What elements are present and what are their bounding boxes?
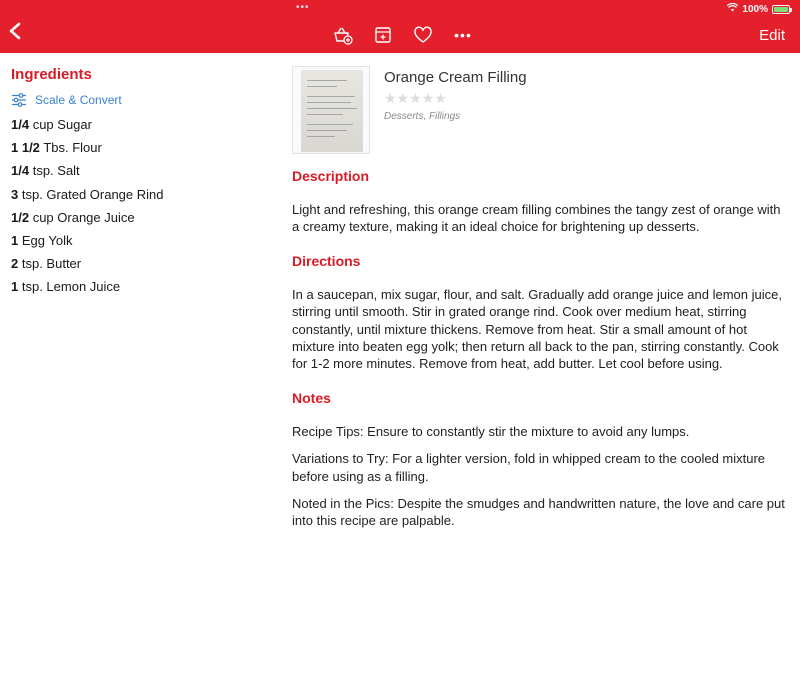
recipe-toolbar — [332, 24, 474, 46]
ingredient-item[interactable]: 2 tsp. Butter — [11, 256, 82, 272]
directions-text: In a saucepan, mix sugar, flour, and salt. Gradually add orange juice and lemon juice, stirring until smooth. Stir in grated orange rind. Cook over medium heat, stirring constantly, until mixture thickens. Remove from heat. Stir a small amount of hot mixture into beaten egg yolk; then return all back to the pan, stirring constantly. Cook for 1-2 more minutes. Remove from heat, add butter. Let cool before using. — [292, 286, 782, 372]
recipe-categories: Desserts, Fillings — [384, 111, 461, 122]
notes-heading: Notes — [292, 389, 331, 406]
battery-percentage: 100% — [742, 3, 768, 15]
favorite-button[interactable] — [412, 24, 434, 46]
more-options-button[interactable]: ••• — [454, 27, 472, 43]
recipe-photo-thumbnail[interactable] — [292, 66, 370, 154]
scale-convert-button[interactable] — [11, 93, 271, 107]
ingredients-panel — [11, 66, 271, 303]
chevron-left-icon — [8, 22, 22, 40]
directions-heading: Directions — [292, 252, 361, 269]
note-item: Recipe Tips: Ensure to constantly stir the mixture to avoid any lumps. — [292, 423, 690, 439]
ingredient-item[interactable]: 1/4 cup Sugar — [11, 117, 92, 132]
heart-icon — [413, 25, 433, 45]
top-navigation-bar — [0, 0, 800, 53]
ingredient-item[interactable]: 1 tsp. Lemon Juice — [11, 279, 121, 295]
ingredient-item[interactable]: 3 tsp. Grated Orange Rind — [11, 186, 164, 202]
scale-convert-label: Scale & Convert — [35, 93, 122, 107]
recipe-detail-panel — [292, 66, 788, 530]
ingredient-item[interactable]: 1 Egg Yolk — [11, 232, 73, 248]
note-item: Noted in the Pics: Despite the smudges and handwritten nature, the love and care put into this recipe are palpable. — [292, 496, 785, 529]
recipe-header — [292, 66, 788, 154]
recipe-title: Orange Cream Filling — [384, 69, 527, 86]
ingredient-item[interactable]: 1/2 cup Orange Juice — [11, 209, 135, 225]
back-button[interactable] — [8, 22, 30, 48]
description-text: Light and refreshing, this orange cream filling combines the tangy zest of orange with a creamy texture, making it an ideal choice for brightening up desserts. — [292, 202, 781, 235]
battery-fill — [774, 7, 788, 12]
star-rating[interactable]: ★★★★★ — [384, 90, 447, 106]
add-to-basket-button[interactable] — [332, 24, 354, 46]
recipe-meta — [384, 66, 527, 154]
battery-icon — [772, 5, 790, 14]
sliders-icon — [11, 93, 27, 107]
recipe-card-image — [301, 70, 363, 152]
description-heading: Description — [292, 168, 370, 184]
multitasking-dots[interactable]: ••• — [296, 2, 310, 13]
status-indicators — [727, 3, 790, 15]
ingredient-list — [11, 117, 271, 303]
ingredient-item[interactable]: 1 1/2 Tbs. Flour — [11, 140, 102, 156]
calendar-add-icon — [373, 25, 393, 45]
note-item: Variations to Try: For a lighter version, fold in whipped cream to the cooled mixture before using as a filling. — [292, 451, 766, 484]
basket-add-icon — [333, 25, 353, 45]
ingredient-item[interactable]: 1/4 tsp. Salt — [11, 163, 80, 179]
ingredients-heading: Ingredients — [11, 66, 92, 83]
wifi-icon — [727, 3, 738, 15]
add-to-meal-plan-button[interactable] — [372, 24, 394, 46]
edit-button[interactable]: Edit — [759, 27, 785, 44]
